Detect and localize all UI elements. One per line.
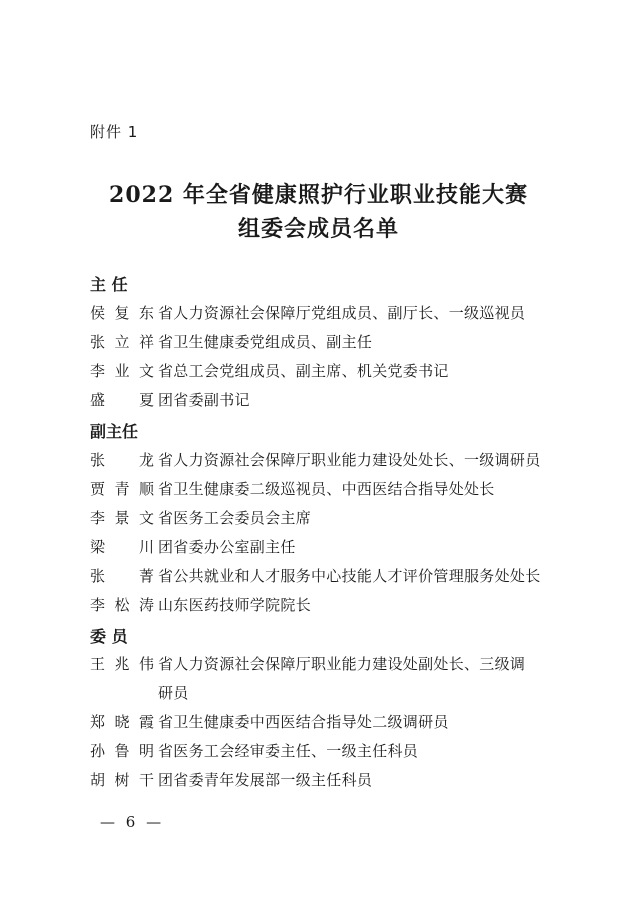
member-name: 盛 夏 <box>90 391 154 409</box>
section-heading-director: 主 任 <box>90 275 128 294</box>
member-name: 张 菁 <box>90 567 154 585</box>
member-row <box>90 445 541 475</box>
member-position: 省卫生健康委二级巡视员、中西医结合指导处处长 <box>158 480 495 498</box>
page-number: — 6 — <box>100 813 165 831</box>
section-heading-members: 委 员 <box>90 627 128 646</box>
member-row <box>90 385 250 415</box>
member-name: 郑晓霞 <box>90 713 154 731</box>
member-position: 团省委青年发展部一级主任科员 <box>158 771 373 789</box>
member-name: 王兆伟 <box>90 655 154 673</box>
member-row <box>90 590 311 620</box>
section-heading-deputy-director: 副主任 <box>90 422 139 441</box>
member-name: 梁 川 <box>90 538 154 556</box>
member-name: 张 龙 <box>90 451 154 469</box>
attachment-label: 附件 1 <box>90 123 139 141</box>
member-position: 省人力资源社会保障厅职业能力建设处处长、一级调研员 <box>158 451 541 469</box>
document-title-line1: 2022 年全省健康照护行业职业技能大赛 <box>109 182 528 208</box>
member-name: 侯复东 <box>90 304 154 322</box>
member-name: 张立祥 <box>90 333 154 351</box>
member-row <box>90 474 495 504</box>
member-position: 团省委办公室副主任 <box>158 538 296 556</box>
member-row <box>90 356 449 386</box>
member-position: 省卫生健康委党组成员、副主任 <box>158 333 373 351</box>
member-position: 省医务工会委员会主席 <box>158 509 312 527</box>
member-position: 团省委副书记 <box>158 391 250 409</box>
member-row <box>90 503 311 533</box>
member-position-continued: 研员 <box>158 684 189 702</box>
member-position: 山东医药技师学院院长 <box>158 596 312 614</box>
member-name: 李松涛 <box>90 596 154 614</box>
member-row <box>90 765 372 795</box>
document-title-line2: 组委会成员名单 <box>237 216 399 242</box>
member-position: 省医务工会经审委主任、一级主任科员 <box>158 742 419 760</box>
member-name: 李景文 <box>90 509 154 527</box>
member-row <box>90 649 525 679</box>
member-position: 省公共就业和人才服务中心技能人才评价管理服务处处长 <box>158 567 541 585</box>
member-name: 李业文 <box>90 362 154 380</box>
member-name: 孙鲁明 <box>90 742 154 760</box>
member-row <box>90 327 372 357</box>
member-name: 贾青顺 <box>90 480 154 498</box>
member-row <box>90 532 296 562</box>
member-position: 省人力资源社会保障厅职业能力建设处副处长、三级调 <box>158 655 526 673</box>
member-position: 省人力资源社会保障厅党组成员、副厅长、一级巡视员 <box>158 304 526 322</box>
member-row <box>90 561 541 591</box>
member-row <box>90 298 525 328</box>
member-position: 省卫生健康委中西医结合指导处二级调研员 <box>158 713 449 731</box>
member-row <box>90 736 418 766</box>
member-position: 省总工会党组成员、副主席、机关党委书记 <box>158 362 449 380</box>
member-name: 胡树干 <box>90 771 154 789</box>
member-row <box>90 707 449 737</box>
